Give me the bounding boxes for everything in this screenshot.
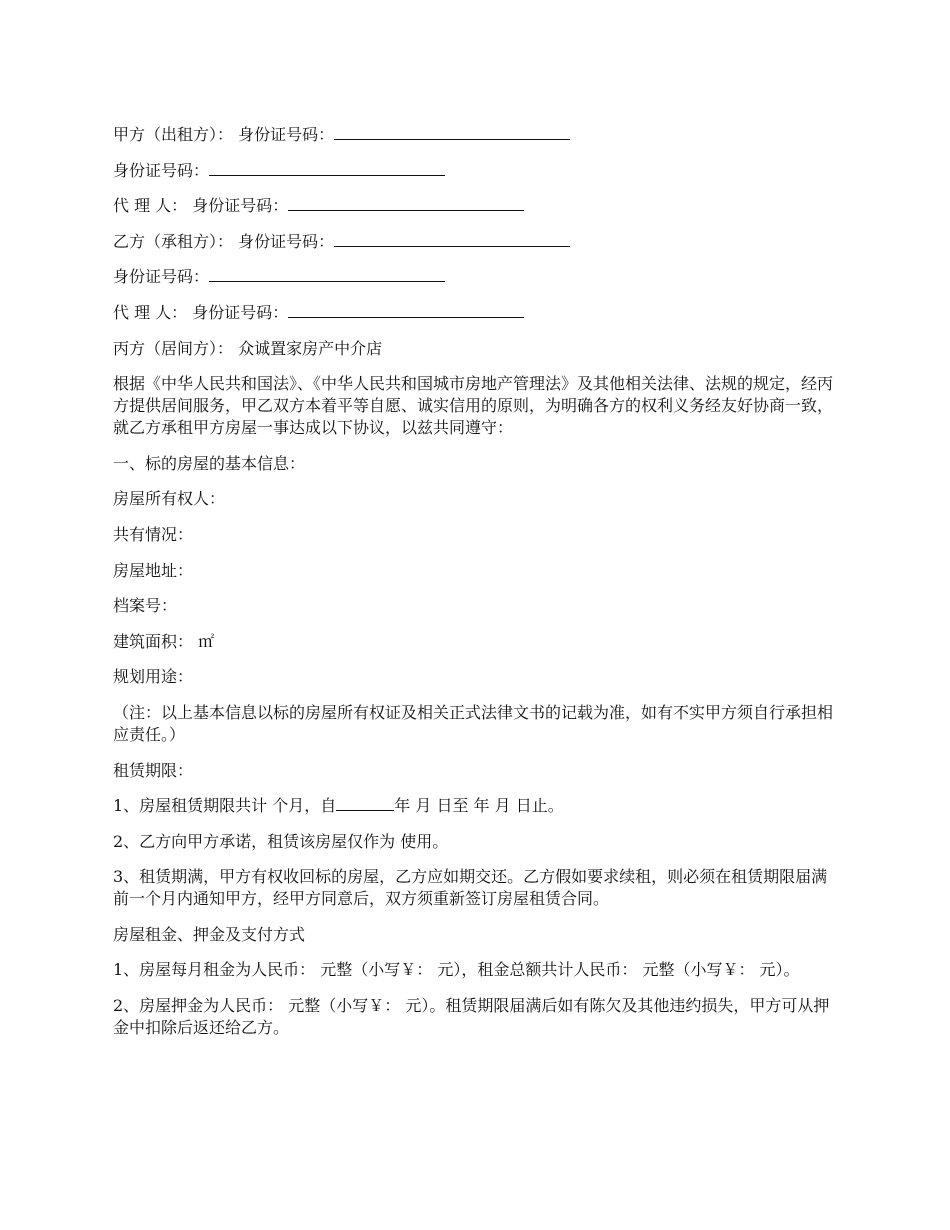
party-b-id-blank <box>334 232 570 247</box>
preamble-paragraph: 根据《中华人民共和国法》、《中华人民共和国城市房地产管理法》及其他相关法律、法规的规定，经丙方提供居间服务，甲乙双方本着平等自愿、诚实信用的原则，为明确各方的权利义务经友好协商一致，就乙方承租甲方房屋一事达成以下协议，以兹共同遵守： <box>113 374 834 438</box>
document-body <box>113 124 843 1053</box>
address-line: 房屋地址： <box>113 560 194 580</box>
party-b-agent-label: 代 理 人： <box>113 302 188 322</box>
party-b-id-label-2: 身份证号码： <box>113 267 210 287</box>
note-paragraph: （注：以上基本信息以标的房屋所有权证及相关正式法律文书的记载为准，如有不实甲方须自行承担相应责任。） <box>113 702 834 744</box>
party-c-line: 丙方（居间方）： 众诚置家房产中介店 <box>113 338 383 358</box>
party-a-agent-id-blank <box>288 196 524 211</box>
term-1-before: 1、房屋租赁期限共计 个月，自 <box>113 796 337 816</box>
payment-2-paragraph: 2、房屋押金为人民币： 元整（小写￥： 元）。租赁期限届满后如有陈欠及其他违约损失，甲方可从押金中扣除后返还给乙方。 <box>113 996 830 1038</box>
term-1-after: 年 月 日至 年 月 日止。 <box>394 796 564 816</box>
section-1-title: 一、标的房屋的基本信息： <box>113 453 306 473</box>
term-1-line <box>113 795 843 817</box>
owner-line: 房屋所有权人： <box>113 489 226 509</box>
party-a-id-line <box>113 160 843 182</box>
party-b-label: 乙方（承租方）： <box>113 231 234 251</box>
party-b-id-line <box>113 266 843 288</box>
party-a-agent-label: 代 理 人： <box>113 196 188 216</box>
party-a-id-label-2: 身份证号码： <box>113 160 210 180</box>
term-1-blank <box>336 796 394 811</box>
planned-use-line: 规划用途： <box>113 667 194 687</box>
party-b-id-blank-2 <box>209 267 445 282</box>
party-b-line <box>113 231 843 253</box>
area-line: 建筑面积： ㎡ <box>113 631 215 651</box>
party-a-id-label: 身份证号码： <box>238 125 335 144</box>
party-a-id-blank <box>334 125 570 140</box>
party-b-id-label: 身份证号码： <box>238 231 335 251</box>
term-2-line: 2、乙方向甲方承诺，租赁该房屋仅作为 使用。 <box>113 831 449 851</box>
party-a-id-blank-2 <box>209 161 445 176</box>
party-b-agent-id-label: 身份证号码： <box>192 302 289 322</box>
party-b-agent-line <box>113 302 843 324</box>
payment-1-paragraph: 1、房屋每月租金为人民币： 元整（小写￥： 元），租金总额共计人民币： 元整（小写￥： 元）。 <box>113 960 800 980</box>
term-3-paragraph: 3、租赁期满，甲方有权收回标的房屋，乙方应如期交还。乙方假如要求续租，则必须在租赁期限届满前一个月内通知甲方，经甲方同意后，双方须重新签订房屋租赁合同。 <box>113 867 828 909</box>
party-a-agent-id-label: 身份证号码： <box>192 196 289 216</box>
party-a-agent-line <box>113 195 843 217</box>
party-a-label: 甲方（出租方）： <box>113 125 234 144</box>
file-number-line: 档案号： <box>113 596 178 616</box>
party-a-line <box>113 124 843 146</box>
lease-term-title: 租赁期限： <box>113 760 194 780</box>
co-ownership-line: 共有情况： <box>113 524 194 544</box>
party-b-agent-id-blank <box>288 303 524 318</box>
payment-title: 房屋租金、押金及支付方式 <box>113 924 306 944</box>
